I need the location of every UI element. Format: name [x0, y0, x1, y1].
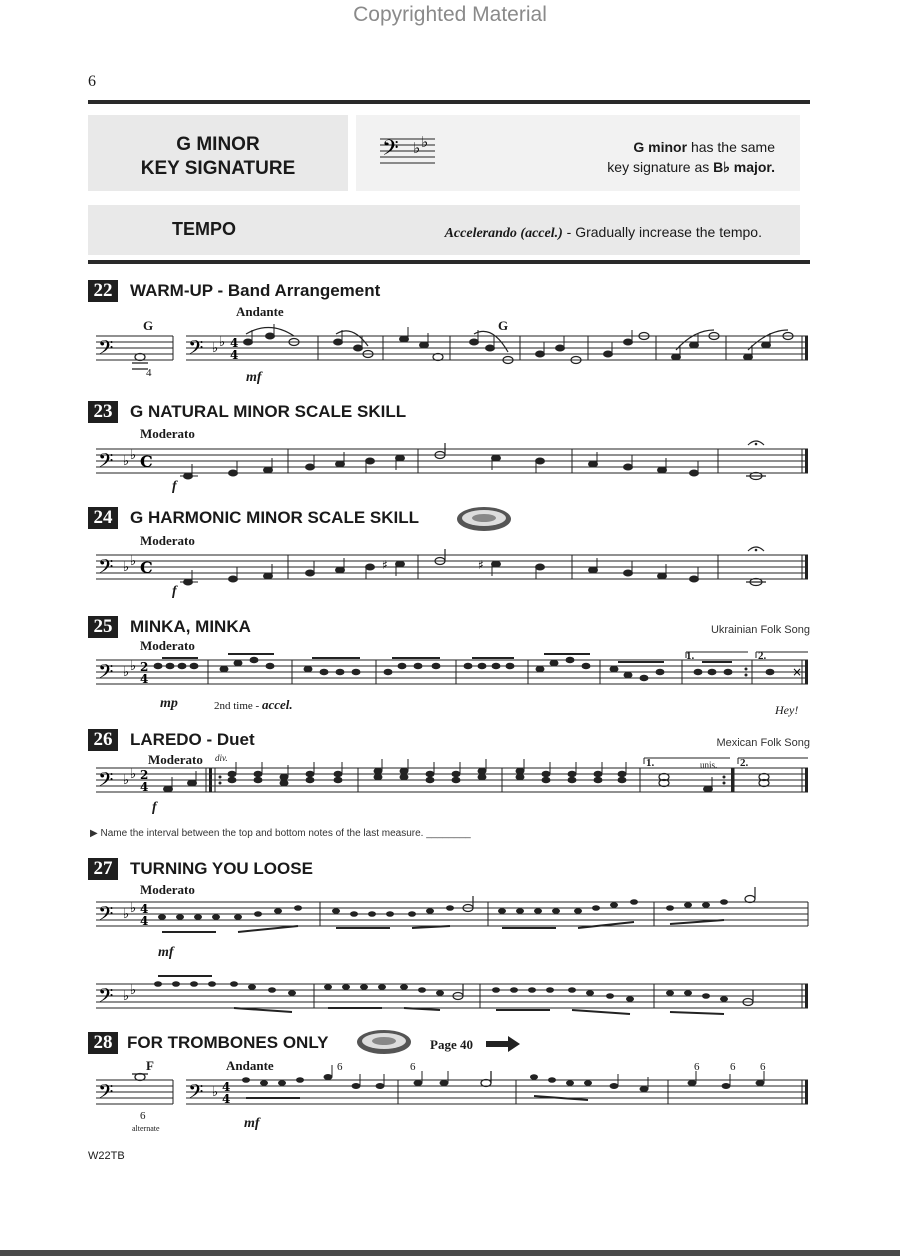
exercise-title: LAREDO - Duet — [130, 730, 255, 749]
svg-text:♭: ♭ — [123, 907, 130, 922]
svg-text:♭: ♭ — [212, 1085, 219, 1100]
svg-text:4: 4 — [140, 780, 149, 794]
key-title-line1: G MINOR — [176, 134, 260, 155]
page-number: 6 — [88, 73, 96, 90]
tempo-definition-text: - Gradually increase the tempo. — [562, 224, 762, 240]
svg-text:𝄢: 𝄢 — [188, 1080, 204, 1108]
footer-code: W22TB — [88, 1150, 125, 1162]
ending-bracket-1: 1. — [646, 757, 655, 769]
dynamic-marking: mp — [160, 696, 178, 711]
svg-text:♭: ♭ — [130, 659, 137, 674]
bottom-border — [0, 1250, 900, 1256]
svg-text:4: 4 — [140, 914, 149, 928]
svg-text:♭: ♭ — [123, 665, 130, 680]
slide-position: 6 — [694, 1061, 700, 1073]
shout-text: Hey! — [775, 703, 799, 717]
svg-text:𝄢: 𝄢 — [188, 336, 204, 364]
slide-position: 6 — [337, 1061, 343, 1073]
alternate-caption: alternate — [132, 1124, 160, 1133]
slide-position: 6 — [140, 1110, 146, 1122]
svg-text:𝄢: 𝄢 — [382, 136, 399, 166]
music-staff-26 — [88, 756, 810, 800]
dynamic-marking: mf — [244, 1116, 260, 1131]
tempo-marking: Moderato — [140, 882, 195, 897]
page-reference: Page 40 — [430, 1037, 473, 1052]
key-signature-title — [88, 133, 348, 181]
svg-text:𝄢: 𝄢 — [98, 768, 114, 796]
svg-text:×: × — [792, 665, 803, 679]
svg-text:𝄢: 𝄢 — [98, 660, 114, 688]
exercise-number: 24 — [88, 507, 118, 529]
cd-track-icon — [455, 505, 513, 533]
svg-text:♯: ♯ — [382, 558, 388, 572]
svg-text:C: C — [140, 558, 153, 577]
svg-text:♭: ♭ — [130, 901, 137, 916]
note-name: F — [146, 1058, 154, 1073]
music-staff-24 — [88, 549, 810, 589]
slide-position: 6 — [410, 1061, 416, 1073]
ending-bracket-2: 2. — [758, 650, 767, 662]
ending-bracket-1: 1. — [686, 650, 695, 662]
svg-text:♭: ♭ — [123, 989, 130, 1004]
dynamic-marking: mf — [246, 370, 262, 385]
svg-text:♭: ♭ — [219, 335, 226, 350]
top-rule — [88, 100, 810, 104]
tempo-marking: Moderato — [148, 752, 203, 767]
slide-position: 6 — [760, 1061, 766, 1073]
tempo-marking: Andante — [226, 1058, 274, 1073]
key-note-text: has the same — [687, 139, 775, 155]
svg-text:♭: ♭ — [421, 133, 429, 151]
key-note-emphasis: G minor — [633, 139, 688, 155]
dynamic-marking: mf — [158, 945, 174, 960]
exercise-title: G HARMONIC MINOR SCALE SKILL — [130, 508, 419, 527]
exercise-title: G NATURAL MINOR SCALE SKILL — [130, 402, 407, 421]
annotation-accel: accel. — [261, 697, 293, 712]
svg-text:2: 2 — [140, 768, 149, 782]
interval-instruction: ▶ Name the interval between the top and bottom notes of the last measure. ________ — [90, 828, 471, 839]
exercise-number: 22 — [88, 280, 118, 302]
music-staff-27b — [88, 978, 810, 1018]
svg-text:♭: ♭ — [123, 773, 130, 788]
music-staff-25 — [88, 648, 810, 694]
svg-text:4: 4 — [140, 902, 149, 916]
svg-text:♭: ♭ — [413, 139, 421, 157]
exercise-title: WARM-UP - Band Arrangement — [130, 281, 381, 300]
note-name: G — [498, 318, 509, 333]
svg-text:2: 2 — [140, 660, 149, 674]
arrow-right-icon — [486, 1036, 520, 1052]
exercise-number: 28 — [88, 1032, 118, 1054]
section-rule — [88, 260, 810, 264]
exercise-title: TURNING YOU LOOSE — [130, 859, 313, 878]
svg-text:4: 4 — [222, 1092, 231, 1106]
divisi-marking: div. — [215, 753, 228, 763]
key-note-bold: B♭ major. — [713, 159, 775, 175]
tempo-term: Accelerando (accel.) — [444, 226, 563, 241]
dynamic-marking: f — [152, 800, 157, 815]
key-note-text2: key signature as — [607, 159, 714, 175]
svg-text:♭: ♭ — [130, 767, 137, 782]
exercise-number: 26 — [88, 729, 118, 751]
note-name: G — [143, 318, 154, 333]
svg-text:𝄢: 𝄢 — [98, 336, 114, 364]
key-signature-note — [520, 137, 775, 177]
key-title-line2: KEY SIGNATURE — [140, 158, 296, 179]
dynamic-marking: f — [172, 479, 177, 494]
svg-text:♭: ♭ — [123, 454, 130, 469]
tempo-definition — [400, 224, 762, 242]
svg-text:♭: ♭ — [212, 341, 219, 356]
svg-text:♭: ♭ — [130, 983, 137, 998]
key-signature-staff-icon — [380, 133, 440, 173]
slide-position: 4 — [146, 367, 152, 379]
svg-text:4: 4 — [140, 672, 149, 686]
svg-text:♭: ♭ — [123, 560, 130, 575]
svg-text:♯: ♯ — [478, 558, 484, 572]
svg-text:4: 4 — [222, 1080, 231, 1094]
unison-marking: unis. — [700, 760, 718, 770]
svg-text:𝄢: 𝄢 — [98, 449, 114, 477]
music-staff-23 — [88, 443, 810, 483]
annotation-text: 2nd time - — [214, 700, 262, 712]
exercise-number: 25 — [88, 616, 118, 638]
cd-track-icon — [355, 1028, 413, 1056]
svg-text:C: C — [140, 452, 153, 471]
repeat-annotation — [214, 697, 293, 713]
music-staff-28 — [88, 1074, 810, 1114]
svg-text:4: 4 — [230, 336, 239, 350]
svg-text:♭: ♭ — [130, 554, 137, 569]
tempo-marking: Moderato — [140, 426, 195, 441]
tempo-marking: Moderato — [140, 638, 195, 653]
exercise-title: FOR TROMBONES ONLY — [127, 1033, 329, 1052]
ending-bracket-2: 2. — [740, 757, 749, 769]
song-origin: Mexican Folk Song — [716, 737, 810, 749]
exercise-number: 27 — [88, 858, 118, 880]
dynamic-marking: f — [172, 584, 177, 599]
svg-text:𝄢: 𝄢 — [98, 902, 114, 930]
watermark: Copyrighted Material — [353, 3, 547, 26]
tempo-box-title: TEMPO — [172, 219, 237, 239]
tempo-marking: Andante — [236, 304, 284, 319]
exercise-number: 23 — [88, 401, 118, 423]
svg-text:𝄢: 𝄢 — [98, 1080, 114, 1108]
svg-text:4: 4 — [230, 348, 239, 362]
music-staff-22 — [88, 330, 810, 370]
exercise-title: MINKA, MINKA — [130, 617, 251, 636]
music-staff-27a — [88, 896, 810, 936]
song-origin: Ukrainian Folk Song — [710, 624, 810, 636]
tempo-marking: Moderato — [140, 533, 195, 548]
svg-text:𝄢: 𝄢 — [98, 984, 114, 1012]
slide-position: 6 — [730, 1061, 736, 1073]
svg-text:𝄢: 𝄢 — [98, 555, 114, 583]
svg-text:♭: ♭ — [130, 448, 137, 463]
